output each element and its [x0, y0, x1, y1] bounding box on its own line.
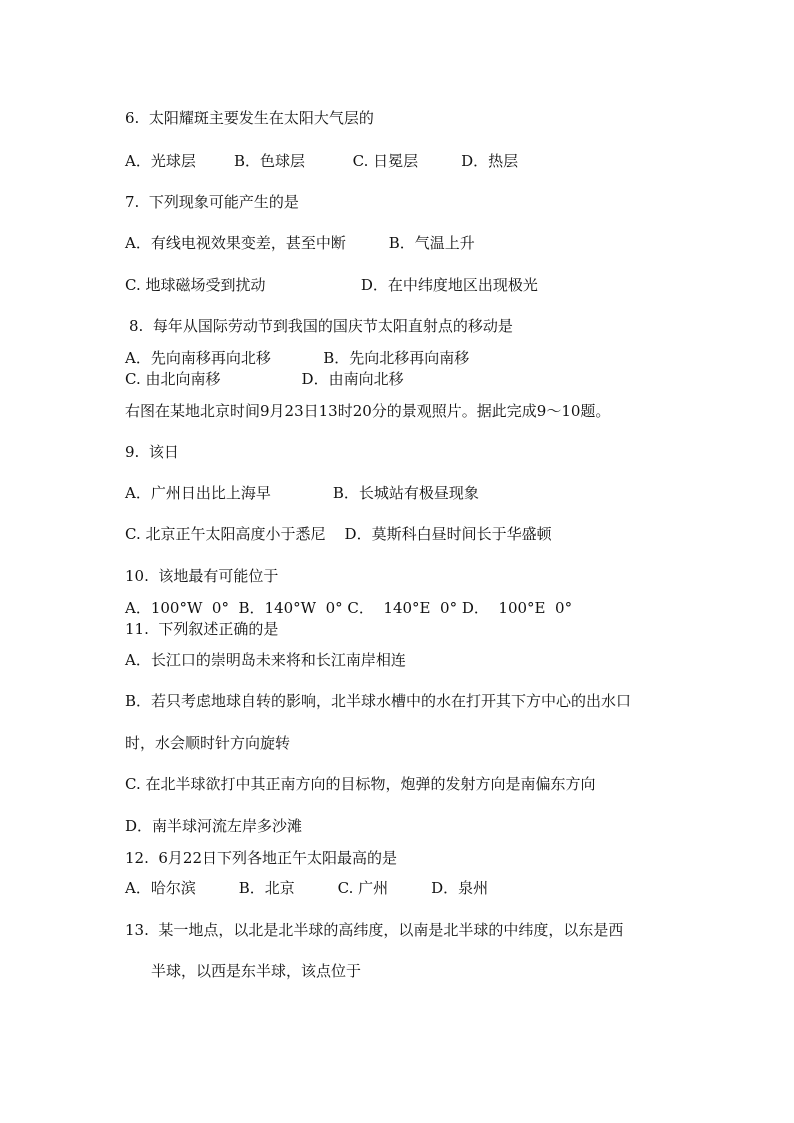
question-11-option-b-cont: 时，水会顺时针方向旋转 — [125, 734, 291, 752]
question-11-option-b: B．若只考虑地球自转的影响，北半球水槽中的水在打开其下方中心的出水口 — [125, 692, 632, 710]
question-9-options-ab: A．广州日出比上海早 B．长城站有极昼现象 — [125, 484, 479, 502]
question-11-option-c: C. 在北半球欲打中其正南方向的目标物，炮弹的发射方向是南偏东方向 — [125, 775, 596, 793]
question-11-option-d: D．南半球河流左岸多沙滩 — [125, 817, 303, 835]
question-12: 12. 6月22日下列各地正午太阳最高的是 — [125, 849, 398, 867]
question-13-cont: 半球，以西是东半球，该点位于 — [151, 962, 362, 980]
question-6-options: A．光球层 B．色球层 C. 日冕层 D．热层 — [125, 152, 519, 170]
question-13: 13. 某一地点，以北是北半球的高纬度，以南是北半球的中纬度，以东是西 — [125, 921, 624, 939]
question-7: 7. 下列现象可能产生的是 — [125, 193, 299, 211]
passage-intro: 右图在某地北京时间9月23日13时20分的景观照片。据此完成9～10题。 — [125, 402, 611, 420]
question-10: 10. 该地最有可能位于 — [125, 567, 279, 585]
question-12-options: A．哈尔滨 B．北京 C. 广州 D．泉州 — [125, 879, 489, 897]
question-6: 6. 太阳耀斑主要发生在太阳大气层的 — [125, 109, 374, 127]
question-11: 11. 下列叙述正确的是 — [125, 620, 279, 638]
question-8: 8. 每年从国际劳动节到我国的国庆节太阳直射点的移动是 — [129, 317, 513, 335]
question-9-options-cd: C. 北京正午太阳高度小于悉尼 D．莫斯科白昼时间长于华盛顿 — [125, 525, 552, 543]
question-8-options-cd: C. 由北向南移 D．由南向北移 — [125, 370, 404, 388]
question-10-options: A．100°W 0° B．140°W 0° C． 140°E 0° D． 100°E 0° — [125, 599, 573, 617]
question-11-option-a: A．长江口的崇明岛未来将和长江南岸相连 — [125, 651, 406, 669]
question-7-options-ab: A．有线电视效果变差，甚至中断 B．气温上升 — [125, 234, 475, 252]
question-9: 9. 该日 — [125, 443, 179, 461]
question-8-options-ab: A．先向南移再向北移 B．先向北移再向南移 — [125, 349, 470, 367]
question-7-options-cd: C. 地球磁场受到扰动 D．在中纬度地区出现极光 — [125, 276, 538, 294]
